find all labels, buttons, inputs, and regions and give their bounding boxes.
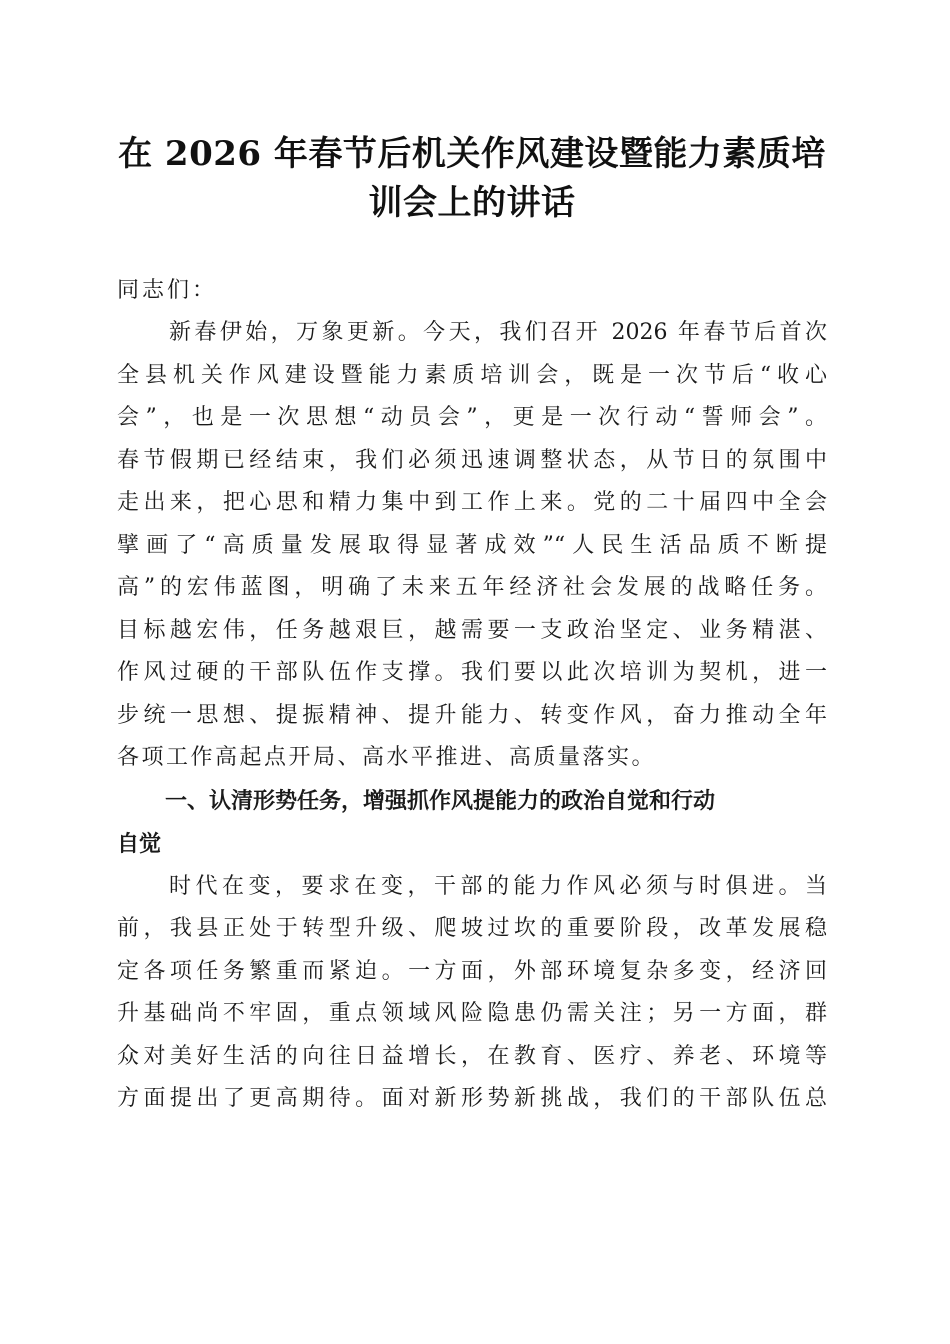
text-line: 目标越宏伟，任务越艰巨，越需要一支政治坚定、业务精湛、	[117, 617, 827, 643]
document-page	[117, 130, 827, 1121]
text-line: 会”，也是一次思想“动员会”，更是一次行动“誓师会”。	[117, 405, 827, 430]
text-line: 高”的宏伟蓝图，明确了未来五年经济社会发展的战略任务。	[117, 575, 827, 600]
text-line: 擘画了“高质量发展取得显著成效”“人民生活品质不断提	[117, 532, 827, 558]
title-line: 训会上的讲话	[368, 183, 576, 223]
text-line: 各项工作高起点开局、高水平推进、高质量落实。	[117, 745, 657, 770]
text-line: 步统一思想、提振精神、提升能力、转变作风，奋力推动全年	[117, 702, 827, 728]
title-line: 在 2026 年春节后机关作风建设暨能力素质培	[118, 134, 826, 174]
text-line: 前，我县正处于转型升级、爬坡过坎的重要阶段，改革发展稳	[117, 916, 827, 941]
salutation: 同志们：	[117, 278, 218, 303]
text-line: 众对美好生活的向往日益增长，在教育、医疗、养老、环境等	[117, 1043, 827, 1069]
text-line: 走出来，把心思和精力集中到工作上来。党的二十届四中全会	[117, 490, 827, 515]
text-line: 方面提出了更高期待。面对新形势新挑战，我们的干部队伍总	[117, 1086, 827, 1111]
text-line: 新春伊始，万象更新。今天，我们召开 2026 年春节后首次	[169, 320, 827, 345]
text-line: 作风过硬的干部队伍作支撑。我们要以此次培训为契机，进一	[117, 660, 827, 685]
paragraph-situation	[117, 866, 827, 1121]
text-line: 定各项任务繁重而紧迫。一方面，外部环境复杂多变，经济回	[117, 958, 827, 984]
heading-line: 自觉	[117, 831, 162, 857]
text-line: 升基础尚不牢固，重点领域风险隐患仍需关注；另一方面，群	[117, 1001, 827, 1026]
heading-line: 一、认清形势任务，增强抓作风提能力的政治自觉和行动	[165, 788, 716, 814]
section-heading-1	[117, 780, 827, 866]
paragraph-intro	[117, 312, 827, 780]
text-line: 全县机关作风建设暨能力素质培训会，既是一次节后“收心	[117, 362, 827, 388]
text-line: 春节假期已经结束，我们必须迅速调整状态，从节日的氛围中	[117, 447, 827, 473]
document-title	[117, 130, 827, 228]
text-line: 时代在变，要求在变，干部的能力作风必须与时俱进。当	[169, 873, 827, 899]
